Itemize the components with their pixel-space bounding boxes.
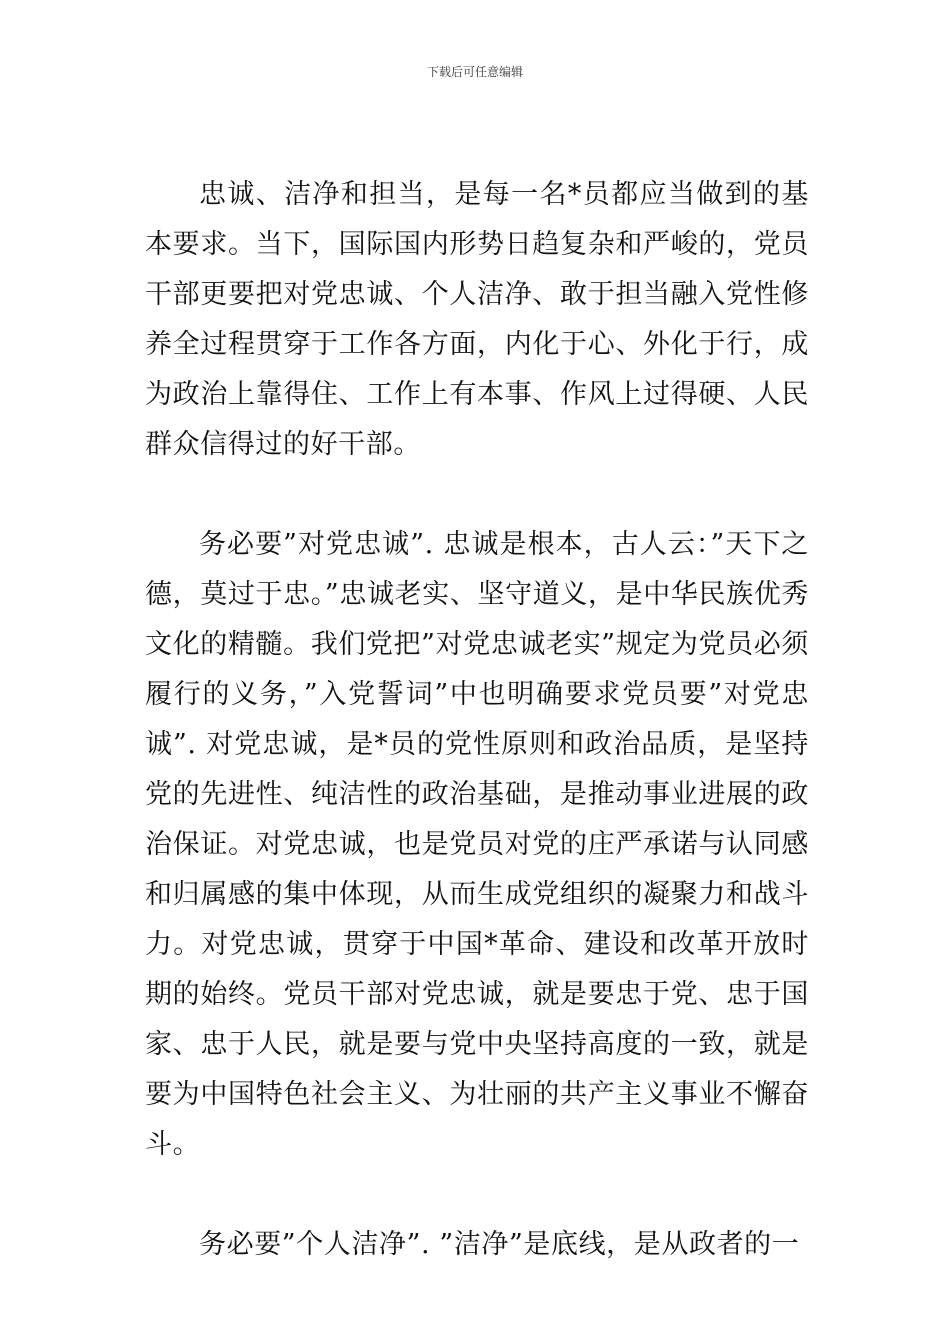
paragraph-2: 务必要”对党忠诚”. 忠诚是根本，古人云：”天下之德，莫过于忠。”忠诚老实、坚守道义，是中华民族优秀文化的精髓。我们党把”对党忠诚老实”规定为党员必须履行的义务，”入党誓词”中也明确要求党员要”对党忠诚”. 对党忠诚，是*员的党性原则和政治品质，是坚持党的先进性、纯洁性的政治基础，是推动事业进展的政治保证。对党忠诚，也是党员对党的庄严承诺与认同感和归属感的集中体现，从而生成党组织的凝聚力和战斗力。对党忠诚，贯穿于中国*革命、建设和改革开放时期的始终。党员干部对党忠诚，就是要忠于党、忠于国家、忠于人民，就是要与党中央坚持高度的一致，就是要为中国特色社会主义、为壮丽的共产主义事业不懈奋斗。 <box>145 529 809 1160</box>
paragraph-3: 务必要”个人洁净”. ”洁净”是底线，是从政者的一 <box>199 1229 800 1260</box>
document-body <box>145 170 809 1270</box>
header-note: 下载后可任意编辑 <box>426 65 523 79</box>
paragraph-1: 忠诚、洁净和担当，是每一名*员都应当做到的基本要求。当下，国际国内形势日趋复杂和严峻的，党员干部更要把对党忠诚、个人洁净、敢于担当融入党性修养全过程贯穿于工作各方面，内化于心、外化于行，成为政治上靠得住、工作上有本事、作风上过得硬、人民群众信得过的好干部。 <box>145 179 809 460</box>
